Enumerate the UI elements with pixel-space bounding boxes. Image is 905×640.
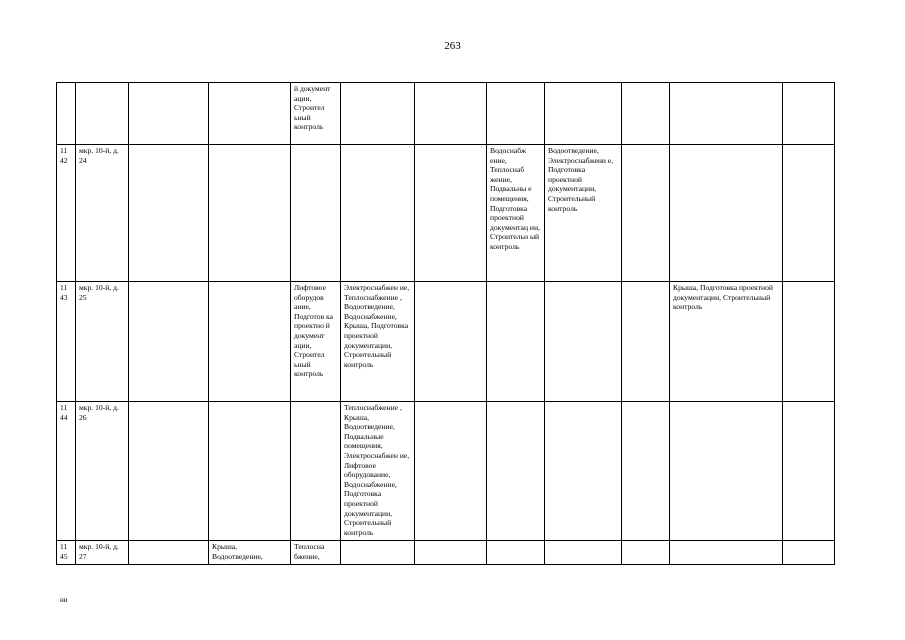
table-cell: Крыша, Подготовка проектной документации, Строительный контроль	[670, 282, 783, 402]
table-cell: Теплосна бжение,	[291, 541, 341, 565]
table-cell	[291, 145, 341, 282]
table-cell	[670, 402, 783, 541]
table-cell	[545, 402, 622, 541]
table-row	[57, 541, 835, 565]
address-cell	[76, 83, 129, 145]
table-cell	[783, 541, 835, 565]
table-row	[57, 83, 835, 145]
table-cell	[209, 83, 291, 145]
table-cell	[415, 402, 487, 541]
table-cell	[622, 282, 670, 402]
table-cell	[209, 282, 291, 402]
table-cell	[487, 83, 545, 145]
table-cell	[341, 83, 415, 145]
table-cell	[487, 402, 545, 541]
table-cell	[129, 83, 209, 145]
table-cell	[670, 541, 783, 565]
row-number: 11 44	[57, 402, 76, 541]
table-cell	[622, 402, 670, 541]
table-cell	[415, 282, 487, 402]
table-cell	[670, 145, 783, 282]
table-cell: Водоснабж ение, Теплоснаб жение, Подвальны е помещения, Подготовка проектной документац ии, Строительн ый контроль	[487, 145, 545, 282]
page-number: 263	[444, 40, 461, 52]
table-cell	[545, 83, 622, 145]
footer-mark: ни	[60, 596, 68, 604]
table-cell: Электроснабжен ие, Теплоснабжение , Водоотведение, Водоснабжение, Крыша, Подготовка проектной документации, Строительный контроль	[341, 282, 415, 402]
address-cell: мкр. 10-й, д. 27	[76, 541, 129, 565]
table-cell: Теплоснабжение , Крыша, Водоотведение, Подвальные помещения, Электроснабжен ие, Лифтовое оборудование, Водоснабжение, Подготовка проектной документации, Строительный контроль	[341, 402, 415, 541]
address-cell: мкр. 10-й, д. 24	[76, 145, 129, 282]
table-cell	[415, 83, 487, 145]
row-number: 11 43	[57, 282, 76, 402]
address-cell: мкр. 10-й, д. 25	[76, 282, 129, 402]
table-cell	[783, 145, 835, 282]
table-cell	[129, 282, 209, 402]
table-cell	[622, 541, 670, 565]
table-cell	[783, 282, 835, 402]
table-cell	[291, 402, 341, 541]
table-row	[57, 402, 835, 541]
table-cell	[209, 402, 291, 541]
table-cell: Крыша, Водоотведение,	[209, 541, 291, 565]
table-row	[57, 282, 835, 402]
table-cell: Водоотведение, Электроснабжени е, Подготовка проектной документации, Строительный контроль	[545, 145, 622, 282]
table-cell	[129, 402, 209, 541]
table-cell	[341, 145, 415, 282]
table-cell	[487, 282, 545, 402]
table-cell	[545, 541, 622, 565]
table-cell	[129, 145, 209, 282]
repair-schedule-table	[56, 82, 835, 565]
table-cell	[487, 541, 545, 565]
table-cell	[415, 145, 487, 282]
table-cell: й документ ации, Строител ьный контроль	[291, 83, 341, 145]
table-cell	[415, 541, 487, 565]
table-cell	[129, 541, 209, 565]
table-cell	[209, 145, 291, 282]
row-number: 11 42	[57, 145, 76, 282]
table-cell	[670, 83, 783, 145]
table-cell	[341, 541, 415, 565]
table-cell	[622, 145, 670, 282]
table-cell	[545, 282, 622, 402]
table-row	[57, 145, 835, 282]
table-cell: Лифтовое оборудов ание, Подготов ка проектно й документ ации, Строител ьный контроль	[291, 282, 341, 402]
table-cell	[622, 83, 670, 145]
row-number	[57, 83, 76, 145]
row-number: 11 45	[57, 541, 76, 565]
address-cell: мкр. 10-й, д. 26	[76, 402, 129, 541]
table-cell	[783, 83, 835, 145]
table-cell	[783, 402, 835, 541]
